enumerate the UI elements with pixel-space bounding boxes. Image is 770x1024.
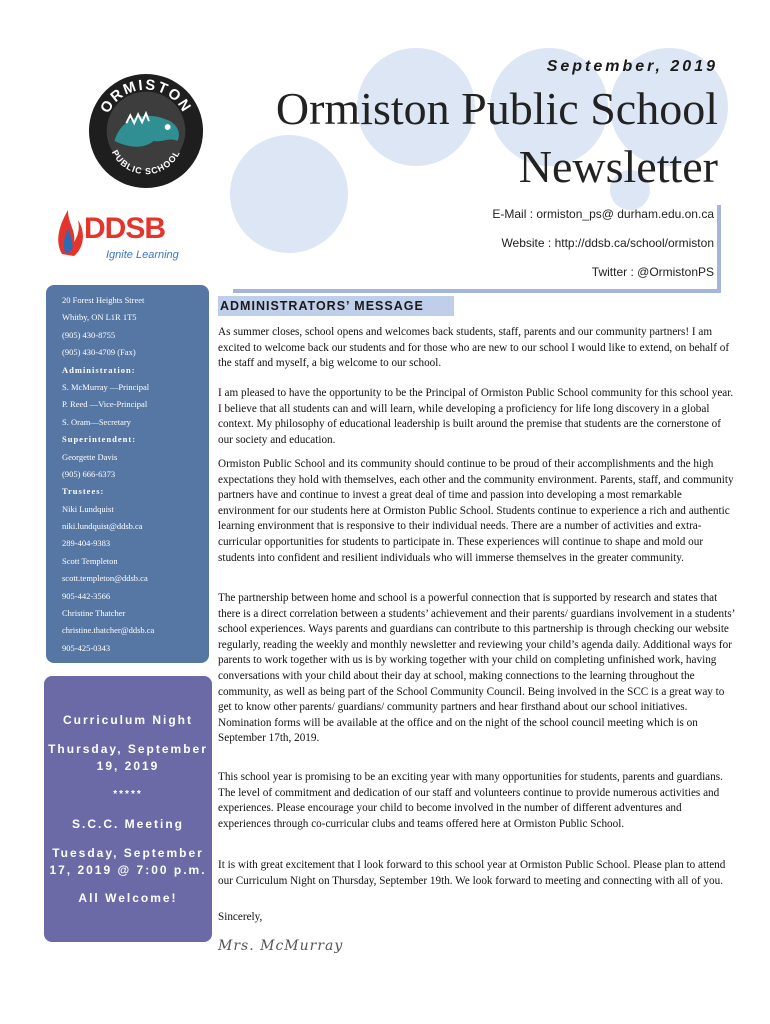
newsletter-title-line2: Newsletter — [518, 141, 718, 192]
sidebar-row: (905) 666-6373 — [62, 468, 116, 479]
sidebar-email-link[interactable]: scott.templeton@ddsb.ca — [62, 573, 148, 584]
sidebar-row: Niki Lundquist — [62, 503, 114, 514]
message-paragraph: As summer closes, school opens and welcomes back students, staff, parents and our community partners! I am excited to welcome back our students and for those who are new to our school I would like to extend, on behalf of the staff and myself, a big welcome to our school. — [218, 326, 730, 370]
sidebar-row: 905-442-3566 — [62, 590, 111, 601]
events-box — [44, 676, 212, 942]
sidebar-row: 20 Forest Heights Street — [62, 295, 145, 305]
school-logo — [87, 72, 205, 190]
scc-meeting-date: 17, 2019 @ 7:00 p.m. — [49, 863, 207, 877]
newsletter-date: September, 2019 — [546, 58, 718, 75]
all-welcome-text: All Welcome! — [78, 891, 178, 905]
sidebar-row: (905) 430-8755 — [62, 329, 116, 340]
message-paragraph: Ormiston Public School and its community should continue to be proud of their accomplishments and the high expectations they hold with themselves, each other and the community environment. Parents, staff, and community partners have and continue to invest a great deal of time and passion into developing a most remarkable environment for our students here at Ormiston Public School. Students continue to experience a rich and authentic learning environment that is responsive to their individual needs. There are a number of activities and extra-curricular opportunities for students to participate in. These experiences will continue to shape and mold our students into confident and resilient individuals who will immerse themselves in the greater community. — [218, 458, 734, 564]
contact-email: E-Mail : ormiston_ps@ durham.edu.on.ca — [492, 207, 714, 221]
sidebar-row: Whitby, ON L1R 1T5 — [62, 312, 137, 323]
contact-twitter: Twitter : @OrmistonPS — [591, 265, 714, 279]
sidebar-row: 289-404-9383 — [62, 538, 111, 549]
contact-website: Website : http://ddsb.ca/school/ormiston — [501, 236, 714, 250]
message-paragraph: It is with great excitement that I look forward to this school year at Ormiston Public School. Please plan to attend our Curriculum Night on Thursday, September 19th. We look forward to meeting and connecting with all of you. — [218, 859, 726, 887]
sidebar-heading: Administration: — [62, 364, 136, 375]
sidebar-row: S. McMurray —Principal — [62, 381, 150, 392]
sidebar-heading: Superintendent: — [62, 434, 137, 445]
curriculum-night-title: Curriculum Night — [63, 713, 193, 727]
sidebar-row: P. Reed —Vice-Principal — [62, 399, 148, 410]
separator: ***** — [113, 789, 143, 800]
sidebar-heading: Trustees: — [62, 486, 105, 497]
message-paragraph: I am pleased to have the opportunity to be the Principal of Ormiston Public School community for this school year. I believe that all students can and will learn, while developing a proficiency for life long discovery in a global context. My philosophy of educational leadership is built around the premise that students are the cornerstone of our society and education. — [218, 387, 734, 446]
message-paragraph: This school year is promising to be an exciting year with many opportunities for students, parents and guardians. The level of commitment and dedication of our staff and volunteers continue to provide numerous activities and experiences. Please encourage your child to become involved in the number of different adventures and experiences through co-curricular clubs and teams offered here at Ormiston Public School. — [218, 771, 723, 830]
sidebar-row: S. Oram—Secretary — [62, 416, 131, 427]
scc-meeting-date: Tuesday, September — [52, 846, 204, 860]
curriculum-night-date: Thursday, September — [48, 742, 208, 756]
closing-text: Sincerely, — [218, 911, 263, 923]
sidebar-row: 905-425-0343 — [62, 642, 111, 653]
sidebar-row: Georgette Davis — [62, 451, 118, 462]
newsletter-title-line1: Ormiston Public School — [275, 83, 718, 134]
sidebar-row: (905) 430-4709 (Fax) — [62, 347, 136, 358]
svg-text:ORMISTON: ORMISTON — [97, 77, 195, 117]
scc-meeting-title: S.C.C. Meeting — [71, 817, 184, 831]
curriculum-night-date: 19, 2019 — [96, 759, 160, 773]
section-title: ADMINISTRATORS’ MESSAGE — [218, 296, 454, 316]
board-tagline: Ignite Learning — [106, 249, 179, 261]
sidebar-row: Scott Templeton — [62, 555, 118, 566]
sidebar-email-link[interactable]: niki.lundquist@ddsb.ca — [62, 521, 143, 532]
sidebar-row: Christine Thatcher — [62, 608, 126, 619]
board-name: DDSB — [84, 212, 166, 245]
message-paragraph: The partnership between home and school is a powerful connection that is supported by research and states that there is a direct correlation between a students’ achievement and their parents/ guardians involvement in a students’ school experiences. Ways parents and guardians can contribute to this partnership is through checking our website regularly, reading the weekly and monthly newsletter and reviewing your child’s agenda daily. Additional ways for parents to work together with us is by working together with your child on completing unfinished work, having conversations with your child about their day at school, making connections to the learning throughout the community, as well as being part of the School Community Council. Being involved in the SCC is a great way to get to know other parents/ guardians/ community partners and hear firsthand about our school initiatives. Nomination forms will be available at the office and on the night of the school council meeting which is on September 17th, 2019. — [218, 592, 735, 745]
svg-text:PUBLIC SCHOOL: PUBLIC SCHOOL — [109, 148, 183, 177]
signature: Mrs. McMurray — [218, 938, 344, 954]
school-contact-sidebar — [46, 285, 209, 663]
sidebar-email-link[interactable]: christine.thatcher@ddsb.ca — [62, 625, 155, 636]
